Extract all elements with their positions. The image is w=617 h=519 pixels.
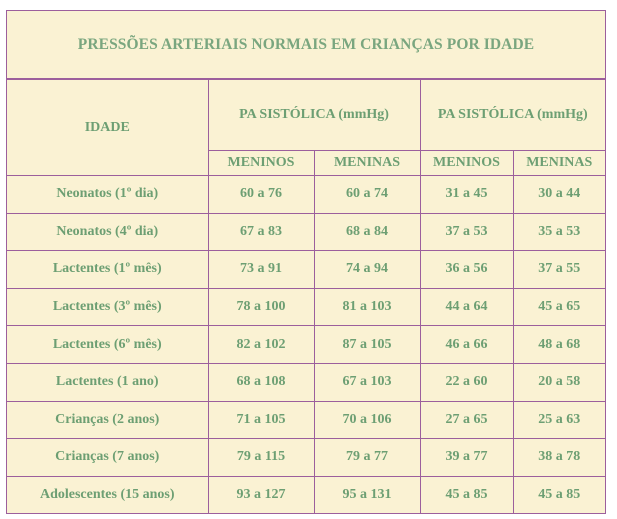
systolic2-boys-cell: 39 a 77 [420, 439, 513, 477]
table-row [7, 363, 605, 401]
systolic2-boys-cell: 27 a 65 [420, 401, 513, 439]
bp-table [7, 80, 605, 513]
systolic-boys-cell: 68 a 108 [208, 363, 314, 401]
systolic2-girls-cell: 35 a 53 [513, 213, 605, 251]
age-cell: Neonatos (1º dia) [7, 176, 208, 214]
table-row [7, 476, 605, 513]
age-cell: Lactentes (6º mês) [7, 326, 208, 364]
table-row [7, 288, 605, 326]
age-cell: Neonatos (4º dia) [7, 213, 208, 251]
systolic2-boys-cell: 36 a 56 [420, 251, 513, 289]
systolic2-girls-cell: 30 a 44 [513, 176, 605, 214]
systolic-girls-cell: 95 a 131 [314, 476, 420, 513]
systolic2-boys-cell: 22 a 60 [420, 363, 513, 401]
table-row [7, 176, 605, 214]
systolic-boys-cell: 73 a 91 [208, 251, 314, 289]
systolic-boys-cell: 93 a 127 [208, 476, 314, 513]
systolic2-girls-cell: 45 a 85 [513, 476, 605, 513]
table-row [7, 401, 605, 439]
systolic-girls-cell: 81 a 103 [314, 288, 420, 326]
systolic2-boys-cell: 44 a 64 [420, 288, 513, 326]
systolic2-girls-cell: 38 a 78 [513, 439, 605, 477]
systolic-boys-cell: 60 a 76 [208, 176, 314, 214]
systolic-girls-cell: 67 a 103 [314, 363, 420, 401]
subheader-girls-1: MENINAS [314, 151, 420, 176]
table-row [7, 326, 605, 364]
systolic2-boys-cell: 46 a 66 [420, 326, 513, 364]
systolic2-girls-cell: 48 a 68 [513, 326, 605, 364]
systolic-girls-cell: 79 a 77 [314, 439, 420, 477]
systolic-girls-cell: 68 a 84 [314, 213, 420, 251]
age-cell: Adolescentes (15 anos) [7, 476, 208, 513]
systolic-boys-cell: 82 a 102 [208, 326, 314, 364]
systolic2-girls-cell: 20 a 58 [513, 363, 605, 401]
bp-table-panel [6, 10, 606, 514]
systolic-boys-cell: 67 a 83 [208, 213, 314, 251]
group-header-2: PA SISTÓLICA (mmHg) [420, 80, 605, 151]
systolic-girls-cell: 74 a 94 [314, 251, 420, 289]
table-row [7, 213, 605, 251]
systolic-girls-cell: 87 a 105 [314, 326, 420, 364]
systolic-boys-cell: 78 a 100 [208, 288, 314, 326]
systolic-girls-cell: 60 a 74 [314, 176, 420, 214]
age-cell: Lactentes (1 ano) [7, 363, 208, 401]
table-row [7, 439, 605, 477]
systolic-boys-cell: 71 a 105 [208, 401, 314, 439]
age-cell: Lactentes (1º mês) [7, 251, 208, 289]
systolic2-girls-cell: 37 a 55 [513, 251, 605, 289]
table-title: PRESSÕES ARTERIAIS NORMAIS EM CRIANÇAS POR IDADE [7, 11, 605, 80]
systolic-boys-cell: 79 a 115 [208, 439, 314, 477]
age-cell: Crianças (2 anos) [7, 401, 208, 439]
age-column-header: IDADE [7, 80, 208, 176]
systolic2-girls-cell: 45 a 65 [513, 288, 605, 326]
systolic2-girls-cell: 25 a 63 [513, 401, 605, 439]
subheader-boys-1: MENINOS [208, 151, 314, 176]
systolic2-boys-cell: 45 a 85 [420, 476, 513, 513]
age-cell: Lactentes (3º mês) [7, 288, 208, 326]
systolic-girls-cell: 70 a 106 [314, 401, 420, 439]
group-header-1: PA SISTÓLICA (mmHg) [208, 80, 420, 151]
subheader-girls-2: MENINAS [513, 151, 605, 176]
subheader-boys-2: MENINOS [420, 151, 513, 176]
systolic2-boys-cell: 31 a 45 [420, 176, 513, 214]
table-row [7, 251, 605, 289]
age-cell: Crianças (7 anos) [7, 439, 208, 477]
systolic2-boys-cell: 37 a 53 [420, 213, 513, 251]
